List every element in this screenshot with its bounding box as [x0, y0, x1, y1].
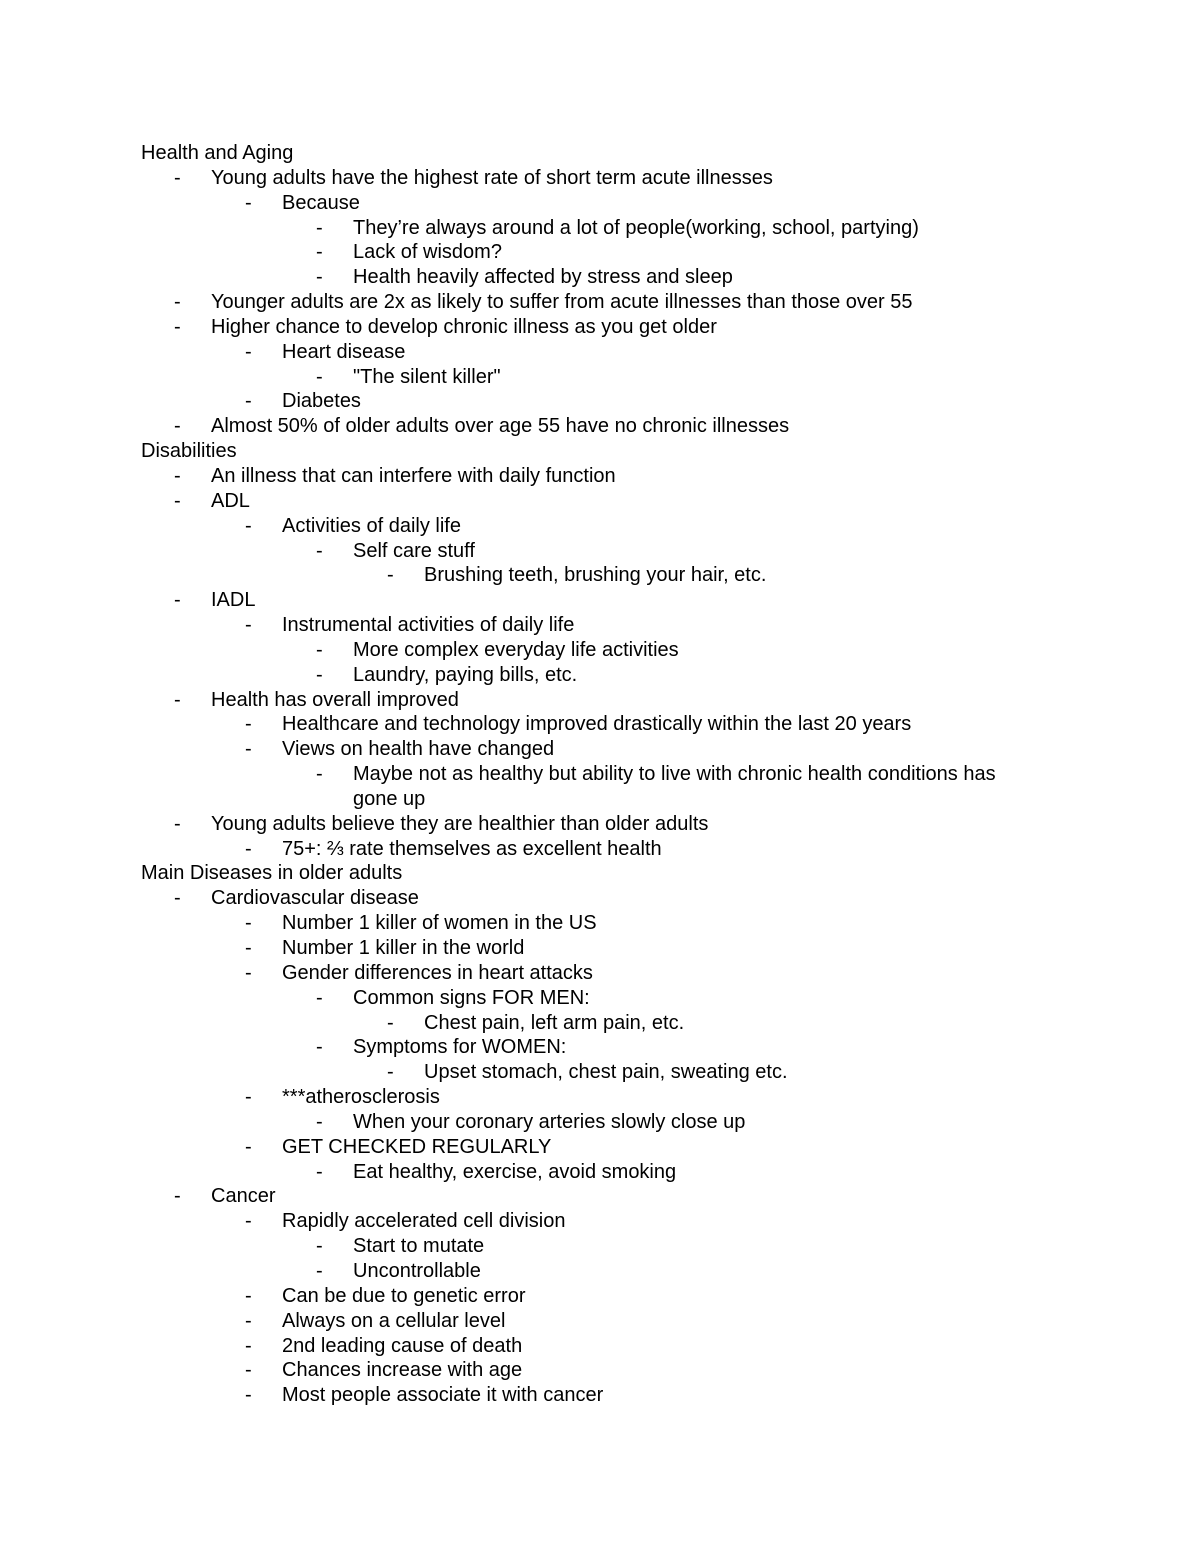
- bullet-dash: -: [245, 191, 252, 214]
- bullet-dash: -: [174, 688, 181, 711]
- outline-item: [0, 613, 1200, 638]
- outline-item-text: GET CHECKED REGULARLY: [282, 1135, 552, 1158]
- outline-item-text: ***atherosclerosis: [282, 1086, 440, 1109]
- bullet-dash: -: [245, 514, 252, 537]
- section-heading-text: Health and Aging: [141, 142, 294, 164]
- outline-item-text: Young adults have the highest rate of short term acute illnesses: [211, 166, 773, 189]
- outline-item-text: Health has overall improved: [211, 688, 459, 711]
- outline-item: [0, 911, 1200, 936]
- outline-item: [0, 290, 1200, 315]
- outline-item: [0, 464, 1200, 489]
- outline-item: [0, 166, 1200, 191]
- outline-item-text: Instrumental activities of daily life: [282, 614, 575, 637]
- bullet-dash: -: [245, 1334, 252, 1357]
- bullet-dash: -: [174, 489, 181, 512]
- outline-item: [0, 1309, 1200, 1334]
- outline-item-text: Lack of wisdom?: [353, 241, 502, 264]
- bullet-dash: -: [316, 365, 323, 388]
- outline-item-text: Because: [282, 191, 360, 214]
- outline-item: [0, 216, 1200, 241]
- outline-item-text: More complex everyday life activities: [353, 638, 679, 661]
- bullet-dash: -: [245, 1284, 252, 1307]
- outline-item-text: Always on a cellular level: [282, 1309, 506, 1332]
- bullet-dash: -: [245, 1309, 252, 1332]
- bullet-dash: -: [245, 1359, 252, 1382]
- bullet-dash: -: [316, 241, 323, 264]
- bullet-dash: -: [316, 216, 323, 239]
- bullet-dash: -: [245, 937, 252, 959]
- outline-item-text: Upset stomach, chest pain, sweating etc.: [424, 1061, 788, 1084]
- outline-item-text: Younger adults are 2x as likely to suffer from acute illnesses than those over 55: [211, 291, 913, 314]
- bullet-dash: -: [316, 1259, 323, 1282]
- outline-item-text: "The silent killer": [353, 365, 501, 388]
- bullet-dash: -: [245, 738, 252, 761]
- bullet-dash: -: [245, 1384, 252, 1407]
- bullet-dash: -: [387, 564, 394, 587]
- outline-item: [0, 563, 1200, 588]
- outline-item-text: An illness that can interfere with daily function: [211, 464, 616, 487]
- bullet-dash: -: [245, 961, 252, 984]
- outline-item-text: Rapidly accelerated cell division: [282, 1210, 566, 1233]
- outline-item: [0, 1259, 1200, 1284]
- bullet-dash: -: [174, 1185, 181, 1208]
- outline-item: [0, 240, 1200, 265]
- bullet-dash: -: [174, 812, 181, 835]
- outline-item-text: Laundry, paying bills, etc.: [353, 663, 578, 686]
- bullet-dash: -: [316, 266, 323, 289]
- outline-item-text: Self care stuff: [353, 539, 475, 562]
- bullet-dash: -: [316, 1160, 323, 1183]
- outline-item-text: When your coronary arteries slowly close up: [353, 1110, 746, 1133]
- bullet-dash: -: [174, 589, 181, 612]
- outline-item: [0, 1334, 1200, 1359]
- outline-item-text: Health heavily affected by stress and sleep: [353, 266, 733, 289]
- outline-item-text: Maybe not as healthy but ability to live with chronic health conditions has: [353, 763, 996, 786]
- outline-item: [0, 340, 1200, 365]
- outline-item-text: Chances increase with age: [282, 1359, 523, 1382]
- bullet-dash: -: [174, 415, 181, 438]
- bullet-dash: -: [316, 986, 323, 1009]
- outline-item: [0, 762, 1200, 787]
- outline-item-text: Activities of daily life: [282, 514, 461, 537]
- outline-item: [0, 1110, 1200, 1135]
- outline-item: [0, 638, 1200, 663]
- outline-item: [0, 663, 1200, 688]
- bullet-dash: -: [316, 663, 323, 686]
- bullet-dash: -: [245, 1086, 252, 1109]
- outline-item-text: Diabetes: [282, 390, 361, 413]
- bullet-dash: -: [174, 166, 181, 189]
- outline-item-text: Almost 50% of older adults over age 55 have no chronic illnesses: [211, 415, 790, 438]
- outline-item: [0, 688, 1200, 713]
- bullet-dash: -: [245, 614, 252, 637]
- outline-item: [0, 1085, 1200, 1110]
- bullet-dash: -: [174, 464, 181, 487]
- outline-item-text: They’re always around a lot of people(working, school, partying): [353, 216, 919, 239]
- bullet-dash: -: [316, 1110, 323, 1133]
- outline-item: [0, 1035, 1200, 1060]
- outline-item: [0, 514, 1200, 539]
- outline-item-text: Symptoms for WOMEN:: [353, 1036, 567, 1059]
- outline-item-text: 75+: ⅔ rate themselves as excellent health: [282, 837, 662, 860]
- section-heading-text: Main Diseases in older adults: [141, 862, 403, 885]
- outline-item: [0, 886, 1200, 911]
- bullet-dash: -: [245, 340, 252, 363]
- outline-item: [0, 986, 1200, 1011]
- bullet-dash: -: [387, 1011, 394, 1034]
- outline-item-text: Higher chance to develop chronic illness as you get older: [211, 315, 717, 338]
- outline-item: [0, 737, 1200, 762]
- outline-item-text: Young adults believe they are healthier than older adults: [211, 812, 709, 835]
- bullet-dash: -: [316, 539, 323, 562]
- bullet-dash: -: [245, 1135, 252, 1158]
- outline-item-text: Can be due to genetic error: [282, 1284, 526, 1307]
- bullet-dash: -: [245, 390, 252, 413]
- outline-item-text: Views on health have changed: [282, 738, 555, 761]
- outline-item: [0, 1209, 1200, 1234]
- outline-item-text: Common signs FOR MEN:: [353, 986, 590, 1009]
- bullet-dash: -: [245, 837, 252, 860]
- outline-item-text: IADL: [211, 589, 256, 612]
- outline-item-text: Healthcare and technology improved drastically within the last 20 years: [282, 713, 912, 736]
- document-page: [0, 141, 1200, 1408]
- outline-item: [0, 1160, 1200, 1185]
- outline-item: [0, 812, 1200, 837]
- bullet-dash: -: [316, 1036, 323, 1059]
- bullet-dash: -: [316, 1235, 323, 1258]
- outline-item-text: Uncontrollable: [353, 1259, 481, 1282]
- bullet-dash: -: [387, 1061, 394, 1084]
- outline-item: [0, 1135, 1200, 1160]
- outline-item-text: ADL: [211, 489, 250, 512]
- outline-item: [0, 837, 1200, 862]
- outline-item-text: Cancer: [211, 1185, 276, 1208]
- outline-item: [0, 414, 1200, 439]
- outline-item-text: gone up: [353, 787, 426, 810]
- outline-item-text: Number 1 killer of women in the US: [282, 912, 597, 935]
- bullet-dash: -: [174, 291, 181, 314]
- outline-item: [0, 712, 1200, 737]
- outline-item: [0, 1184, 1200, 1209]
- outline-item: [0, 588, 1200, 613]
- outline-item-text: Number 1 killer in the world: [282, 937, 525, 959]
- bullet-dash: -: [245, 912, 252, 935]
- outline-item-text: Start to mutate: [353, 1235, 485, 1258]
- bullet-dash: -: [245, 1210, 252, 1233]
- outline-item: [0, 365, 1200, 390]
- outline-item: [0, 539, 1200, 564]
- outline-item: [0, 1234, 1200, 1259]
- section-heading-text: Disabilities: [141, 440, 237, 463]
- outline-item: [0, 1358, 1200, 1383]
- bullet-dash: -: [316, 638, 323, 661]
- outline-item: [0, 191, 1200, 216]
- outline-item-text: Heart disease: [282, 340, 406, 363]
- outline-item: [0, 315, 1200, 340]
- outline-item: [0, 1060, 1200, 1085]
- outline-item: [0, 1383, 1200, 1408]
- bullet-dash: -: [245, 713, 252, 736]
- outline-item-text: Most people associate it with cancer: [282, 1384, 604, 1407]
- outline-item: [0, 787, 1200, 812]
- section-heading: [0, 439, 1200, 464]
- section-heading: [0, 861, 1200, 886]
- outline-item: [0, 961, 1200, 986]
- outline-item: [0, 1011, 1200, 1036]
- bullet-dash: -: [316, 763, 323, 786]
- outline-item: [0, 265, 1200, 290]
- bullet-dash: -: [174, 315, 181, 338]
- outline-item: [0, 1284, 1200, 1309]
- outline-item-text: Cardiovascular disease: [211, 887, 419, 910]
- outline-item-text: Eat healthy, exercise, avoid smoking: [353, 1160, 677, 1183]
- outline-item-text: Brushing teeth, brushing your hair, etc.: [424, 564, 767, 587]
- outline-item-text: Gender differences in heart attacks: [282, 961, 593, 984]
- outline-item: [0, 489, 1200, 514]
- outline-item-text: 2nd leading cause of death: [282, 1334, 523, 1357]
- section-heading: [0, 141, 1200, 166]
- outline-item: [0, 936, 1200, 961]
- outline-item: [0, 389, 1200, 414]
- outline-item-text: Chest pain, left arm pain, etc.: [424, 1011, 685, 1034]
- bullet-dash: -: [174, 887, 181, 910]
